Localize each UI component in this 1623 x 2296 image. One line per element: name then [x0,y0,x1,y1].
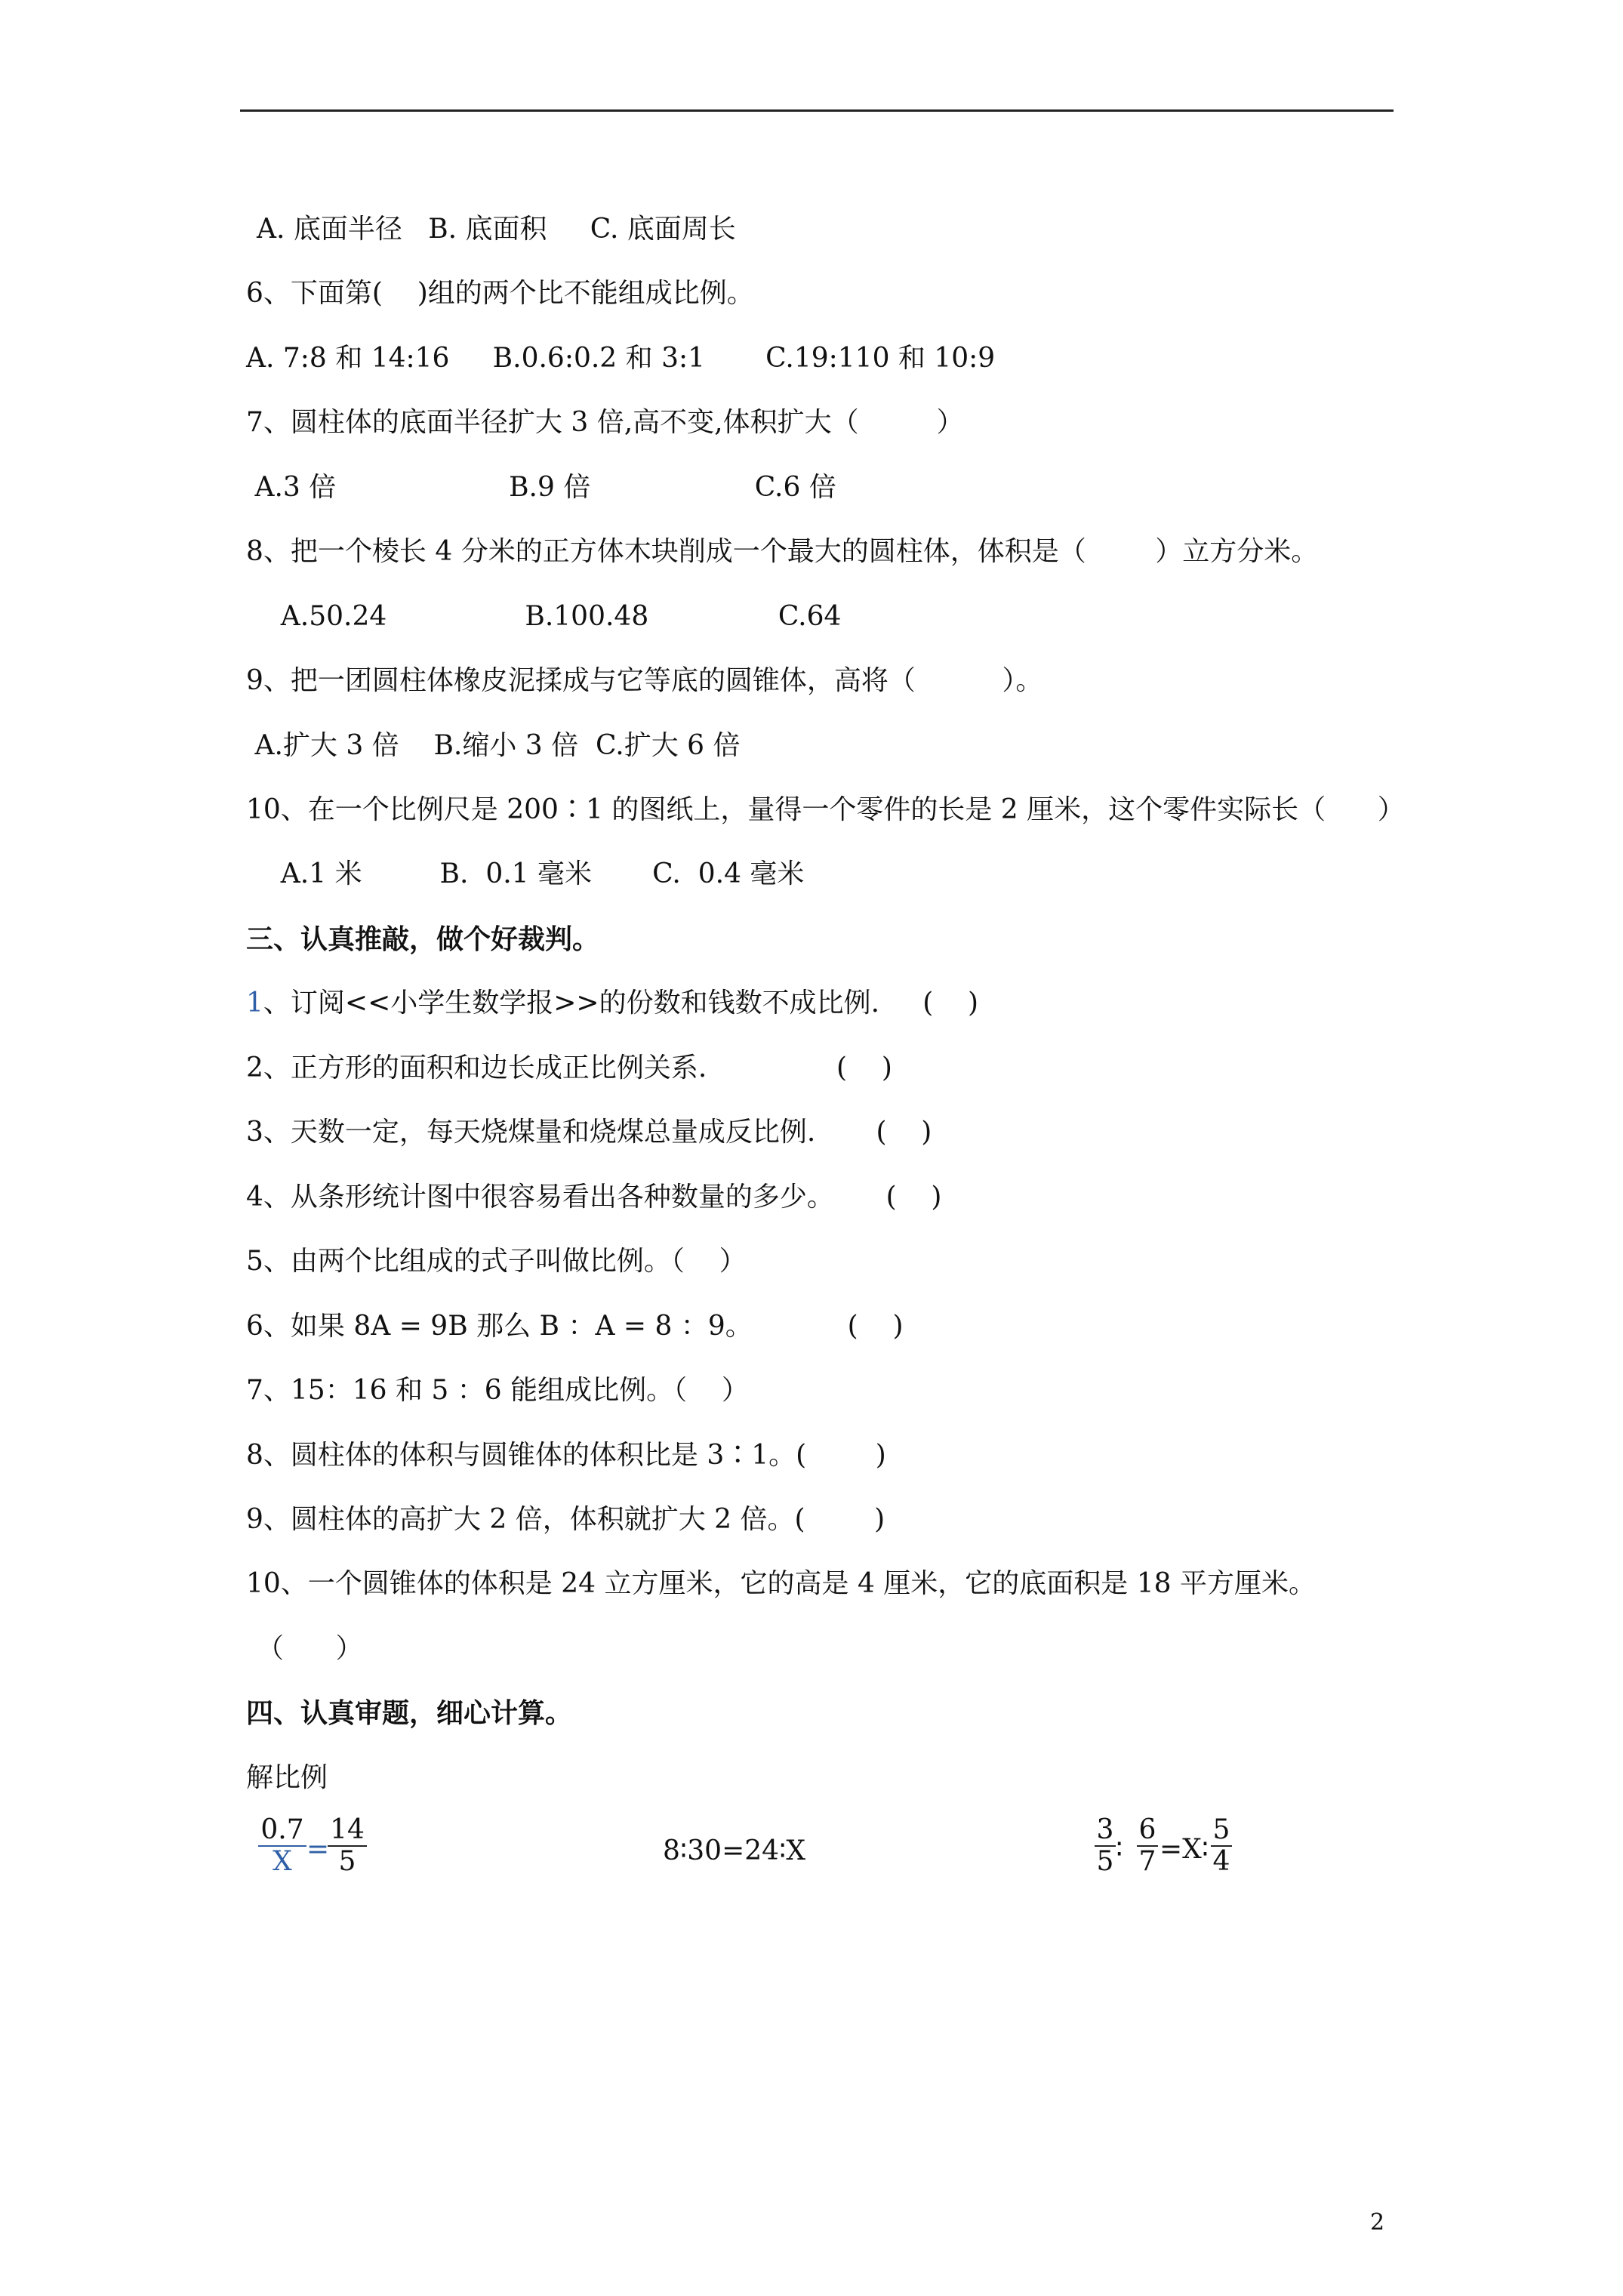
fraction-denominator: 4 [1211,1845,1232,1877]
question-10: 10、在一个比例尺是 200∶1 的图纸上，量得一个零件的长是 2 厘米，这个零件实际长（ ） [246,794,1405,825]
fraction-numerator: 6 [1138,1814,1156,1845]
judgment-4: 4、从条形统计图中很容易看出各种数量的多少。 ( ) [246,1182,942,1213]
proportion-1-fraction-1 [258,1815,306,1877]
fraction-denominator: X [258,1845,306,1877]
q6-options: A. 7:8 和 14:16 B.0.6:0.2 和 3:1 C.19:110 和 10:9 [246,343,996,374]
section-4-heading: 四、认真审题，细心计算。 [246,1697,573,1729]
judgment-10-paren: （ ） [257,1633,363,1664]
proportion-3-fraction-1 [1095,1815,1116,1877]
fraction-numerator: 3 [1096,1814,1114,1845]
judgment-5: 5、由两个比组成的式子叫做比例。（ ） [246,1246,747,1277]
q7-options: A.3 倍 B.9 倍 C.6 倍 [246,472,836,503]
judgment-1-text: 、订阅<<小学生数学报>>的份数和钱数不成比例. ( ) [263,988,979,1019]
judgment-7: 7、15：16 和 5 ：6 能组成比例。（ ） [246,1375,749,1406]
fraction-denominator: 7 [1137,1845,1158,1877]
proportion-2: 8∶30=24∶X [663,1835,806,1866]
question-6: 6、下面第( )组的两个比不能组成比例。 [246,278,754,309]
judgment-10: 10、一个圆锥体的体积是 24 立方厘米，它的高是 4 厘米，它的底面积是 18 平方厘米。 [246,1568,1316,1599]
fraction-denominator: 5 [1095,1845,1116,1877]
fraction-numerator: 0.7 [260,1814,304,1845]
header-rule [240,109,1394,112]
q8-options: A.50.24 B.100.48 C.64 [246,601,842,632]
solve-label: 解比例 [246,1762,328,1793]
q5-options: A. 底面半径 B. 底面积 C. 底面周长 [257,214,736,245]
judgment-6: 6、如果 8A = 9B 那么 B ：A = 8 ：9。 ( ) [246,1311,904,1342]
proportion-1-equals: = [306,1834,330,1865]
proportion-1-fraction-2 [328,1815,367,1877]
section-3-heading: 三、认真推敲，做个好裁判。 [246,923,600,955]
judgment-8: 8、圆柱体的体积与圆锥体的体积比是 3∶1。( ) [246,1440,886,1471]
question-8: 8、把一个棱长 4 分米的正方体木块削成一个最大的圆柱体，体积是（ ）立方分米。 [246,536,1319,567]
proportion-3-ratio-sign: ∶ [1116,1834,1123,1865]
judgment-2: 2、正方形的面积和边长成正比例关系. ( ) [246,1052,892,1083]
judgment-9: 9、圆柱体的高扩大 2 倍，体积就扩大 2 倍。( ) [246,1504,885,1535]
proportion-3-middle: =X∶ [1160,1834,1209,1865]
question-9: 9、把一团圆柱体橡皮泥揉成与它等底的圆锥体，高将（ ）。 [246,665,1043,696]
judgment-3: 3、天数一定，每天烧煤量和烧煤总量成反比例. ( ) [246,1117,932,1148]
q10-options: A.1 米 B. 0.1 毫米 C. 0.4 毫米 [246,858,805,889]
q9-options: A.扩大 3 倍 B.缩小 3 倍 C.扩大 6 倍 [246,730,741,761]
proportion-3-fraction-2 [1137,1815,1158,1877]
question-7: 7、圆柱体的底面半径扩大 3 倍,高不变,体积扩大（ ） [246,407,964,438]
page-number: 2 [1370,2209,1385,2236]
fraction-numerator: 14 [330,1814,365,1845]
proportion-3-fraction-3 [1211,1815,1232,1877]
judgment-1-number: 1 [246,988,263,1019]
fraction-denominator: 5 [328,1845,367,1877]
judgment-1 [246,987,978,1020]
fraction-numerator: 5 [1212,1814,1230,1845]
